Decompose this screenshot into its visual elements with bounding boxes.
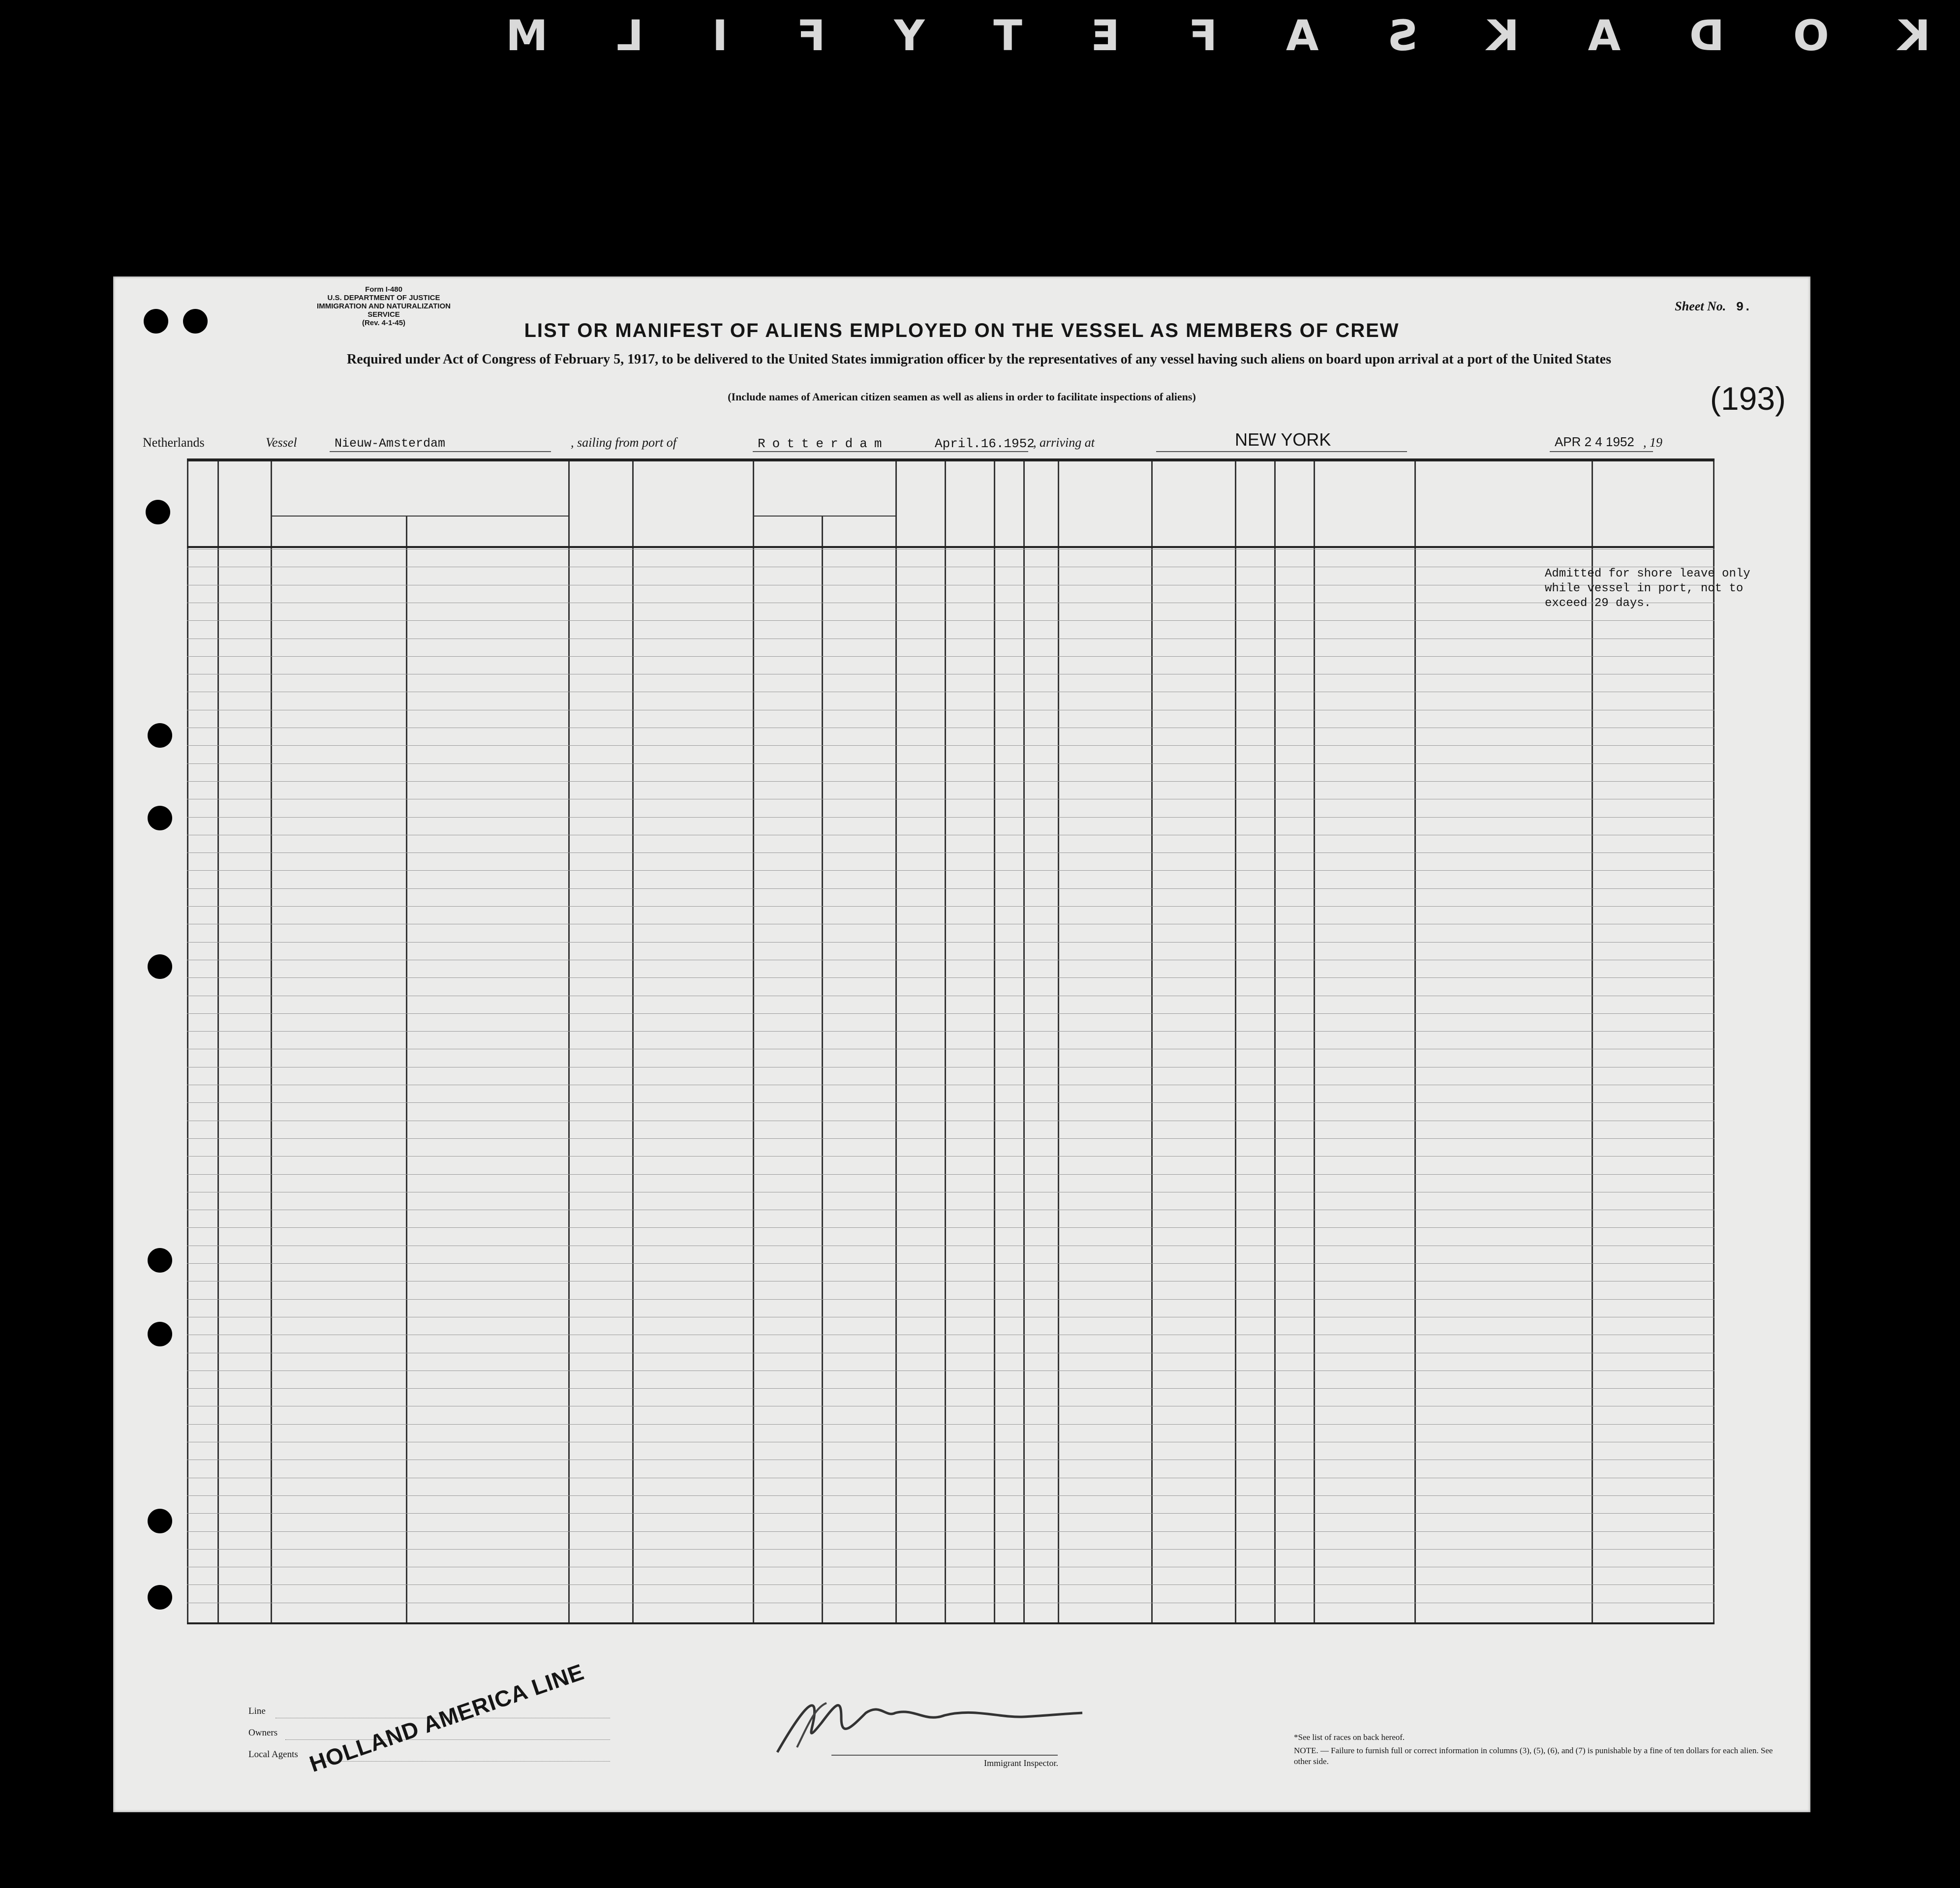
sheet-label: Sheet No. (1675, 299, 1726, 313)
ruled-line (187, 870, 1715, 871)
vessel-line (113, 426, 1810, 456)
ruled-line (187, 1370, 1715, 1371)
punch-hole (148, 1585, 172, 1610)
holland-america-line-stamp: HOLLAND AMERICA LINE (306, 1659, 587, 1777)
penalty-note (1294, 1745, 1776, 1767)
race-note: *See list of races on back hereof. (1294, 1733, 1405, 1742)
document-subnote: (Include names of American citizen seamen as well as aliens in order to facilitate inspections of aliens) (728, 391, 1196, 403)
department: U.S. DEPARTMENT OF JUSTICE (327, 294, 440, 302)
remark-line: exceed 29 days. (1545, 597, 1652, 610)
film-edge-letter: A (1586, 11, 1621, 61)
departure-port: Rotterdam (758, 436, 889, 451)
column-divider (568, 461, 570, 1622)
punch-hole (148, 806, 172, 830)
column-divider (1414, 461, 1416, 1622)
column-divider (945, 461, 946, 1622)
ruled-line (187, 817, 1715, 818)
table-left-border (187, 461, 188, 1622)
column-divider (1592, 461, 1593, 1622)
ruled-line (187, 620, 1715, 621)
ruled-line (187, 781, 1715, 782)
punch-hole (148, 723, 172, 748)
column-divider (753, 461, 754, 1622)
remark-line: while vessel in port, not to (1545, 582, 1744, 595)
arrival-date-stamp: APR 2 4 1952 (1555, 434, 1634, 449)
ruled-line (187, 1495, 1715, 1496)
punch-hole (148, 1509, 172, 1533)
film-edge-letter: Y (892, 11, 925, 61)
column-divider (632, 461, 634, 1622)
film-edge-letter: E (1089, 11, 1120, 61)
sheet-number (1675, 299, 1751, 314)
punch-hole (148, 1322, 172, 1346)
note-label: NOTE. (1294, 1746, 1318, 1755)
ruled-line (187, 1013, 1715, 1014)
ruled-line (187, 763, 1715, 764)
ruled-line (187, 745, 1715, 746)
film-edge-letter: K (1896, 11, 1930, 61)
departure-date: April.16.1952 (935, 436, 1035, 451)
ruled-line (187, 1424, 1715, 1425)
ruled-line (187, 1531, 1715, 1532)
ruled-line (187, 1263, 1715, 1264)
name-subcolumn-divider (406, 516, 407, 1622)
ruled-line (187, 942, 1715, 943)
ruled-line (187, 1102, 1715, 1103)
film-edge-letter: O (1791, 11, 1829, 61)
column-divider (217, 461, 219, 1622)
remarks-row-1 (1545, 567, 1750, 611)
service-name: IMMIGRATION AND NATURALIZATION SERVICE (317, 302, 451, 319)
film-edge-letter: M (504, 11, 548, 61)
ruled-line (187, 1388, 1715, 1389)
vessel-name: Nieuw-Amsterdam (335, 436, 446, 451)
year-label: , 19 (1643, 435, 1662, 450)
column-divider (1274, 461, 1276, 1622)
inspector-signature (767, 1688, 1102, 1762)
shipped-subcolumn-divider (822, 516, 823, 1622)
revision: (Rev. 4-1-45) (362, 319, 406, 327)
name-header-divider (271, 516, 568, 517)
film-edge-letter: L (614, 11, 643, 61)
ruled-line (187, 1227, 1715, 1228)
ruled-line (187, 1549, 1715, 1550)
film-edge-letter: T (991, 11, 1022, 61)
arriving-label: , arriving at (1033, 435, 1095, 450)
ruled-line (187, 977, 1715, 978)
ruled-line (187, 906, 1715, 907)
film-edge-letter: F (795, 11, 826, 61)
column-divider (271, 461, 272, 1622)
arrival-port: NEW YORK (1235, 429, 1331, 450)
note-text: — Failure to furnish full or correct information in columns (3), (5), (6), and (7) is punishable by a fine of ten dollars for each alien. See other side. (1294, 1746, 1773, 1766)
ruled-line (187, 888, 1715, 889)
flag-value: Netherlands (143, 435, 205, 450)
column-divider (1058, 461, 1059, 1622)
handwritten-page-number: (193) (1710, 380, 1786, 417)
film-edge-text (504, 9, 1930, 63)
column-divider (994, 461, 995, 1622)
film-edge-letter: K (1484, 11, 1520, 61)
ruled-line (187, 1299, 1715, 1300)
inspector-label: Immigrant Inspector. (984, 1758, 1058, 1768)
line-label: Line (248, 1706, 266, 1716)
owners-label: Owners (248, 1728, 278, 1738)
column-divider (895, 461, 897, 1622)
vessel-label: Vessel (266, 435, 297, 450)
remark-line: Admitted for shore leave only (1545, 567, 1750, 580)
column-divider (1235, 461, 1236, 1622)
ruled-line (187, 1031, 1715, 1032)
ruled-line (187, 1174, 1715, 1175)
column-divider (1023, 461, 1025, 1622)
punch-hole (148, 954, 172, 979)
column-divider (1314, 461, 1315, 1622)
document-title: LIST OR MANIFEST OF ALIENS EMPLOYED ON THE VESSEL AS MEMBERS OF CREW (524, 320, 1400, 341)
ruled-line (187, 1584, 1715, 1585)
ruled-line (187, 1513, 1715, 1514)
crew-table (187, 458, 1715, 1624)
column-divider (1151, 461, 1153, 1622)
punch-hole (146, 500, 170, 524)
punch-hole (148, 1248, 172, 1273)
film-edge-letter: I (710, 11, 728, 61)
header-bottom-border (187, 546, 1715, 548)
sheet-no-value: 9. (1736, 300, 1751, 314)
film-edge-letter: A (1284, 11, 1319, 61)
document-subtitle: Required under Act of Congress of February 5, 1917, to be delivered to the United States immigration officer by the representatives of any vessel having such aliens on board upon arrival at a port of the United States (347, 352, 1611, 367)
ruled-line (187, 1138, 1715, 1139)
shipped-header-divider (753, 516, 895, 517)
form-number: Form I-480 (365, 285, 402, 294)
film-edge-letter: D (1687, 11, 1725, 61)
ruled-line (187, 1156, 1715, 1157)
table-right-border (1713, 461, 1715, 1622)
manifest-sheet (113, 276, 1810, 1812)
film-edge-letter: F (1186, 11, 1218, 61)
sailing-label: , sailing from port of (571, 435, 677, 450)
film-edge-letter: S (1385, 11, 1418, 61)
ruled-line (187, 656, 1715, 657)
agents-label: Local Agents (248, 1749, 298, 1760)
